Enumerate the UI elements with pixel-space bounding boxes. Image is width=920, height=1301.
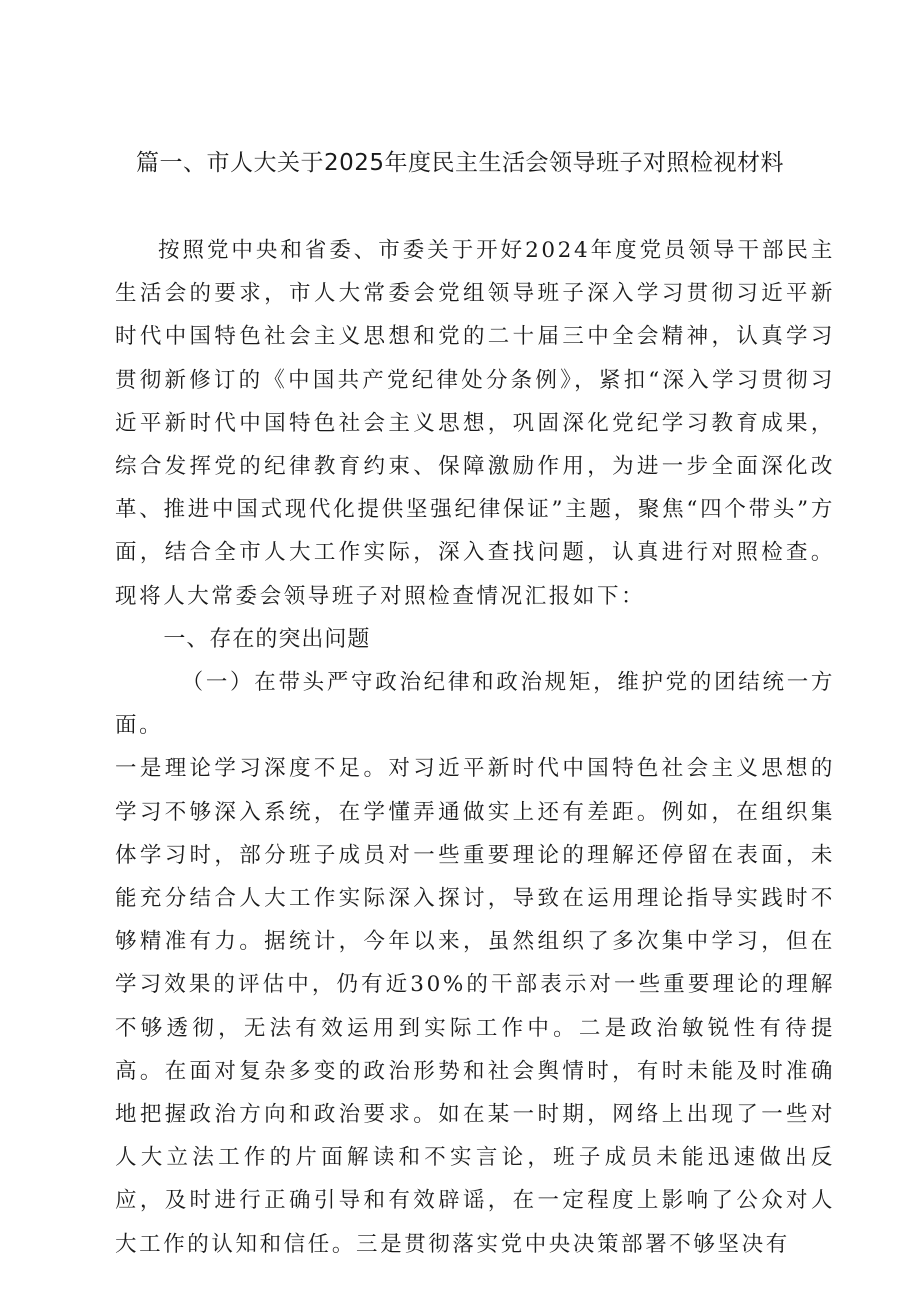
problem-paragraph: 一是理论学习深度不足。对习近平新时代中国特色社会主义思想的学习不够深入系统，在学懂弄通做实上还有差距。例如，在组织集体学习时，部分班子成员对一些重要理论的理解还停留在表面，未能充分结合人大工作实际深入探讨，导致在运用理论指导实践时不够精准有力。据统计，今年以来，虽然组织了多次集中学习，但在学习效果的评估中，仍有近30%的干部表示对一些重要理论的理解不够透彻，无法有效运用到实际工作中。二是政治敏锐性有待提高。在面对复杂多变的政治形势和社会舆情时，有时未能及时准确地把握政治方向和政治要求。如在某一时期，网络上出现了一些对人大立法工作的片面解读和不实言论，班子成员未能迅速做出反应，及时进行正确引导和有效辟谣，在一定程度上影响了公众对人大工作的认知和信任。三是贯彻落实党中央决策部署不够坚决有: [115, 756, 835, 1257]
subsection-heading: （一）在带头严守政治纪律和政治规矩，维护党的团结统一方面。: [115, 670, 835, 739]
intro-paragraph: 按照党中央和省委、市委关于开好2024年度党员领导干部民主生活会的要求，市人大常委会党组领导班子深入学习贯彻习近平新时代中国特色社会主义思想和党的二十届三中全会精神，认真学习贯彻新修订的《中国共产党纪律处分条例》，紧扣“深入学习贯彻习近平新时代中国特色社会主义思想，巩固深化党纪学习教育成果，综合发挥党的纪律教育约束、保障激励作用，为进一步全面深化改革、推进中国式现代化提供坚强纪律保证”主题，聚焦“四个带头”方面，结合全市人大工作实际，深入查找问题，认真进行对照检查。现将人大常委会领导班子对照检查情况汇报如下：: [115, 238, 835, 609]
document-title: 篇一、市人大关于2025年度民主生活会领导班子对照检视材料: [135, 150, 785, 176]
document-body: [115, 229, 835, 1266]
section-heading: 一、存在的突出问题: [163, 626, 371, 652]
